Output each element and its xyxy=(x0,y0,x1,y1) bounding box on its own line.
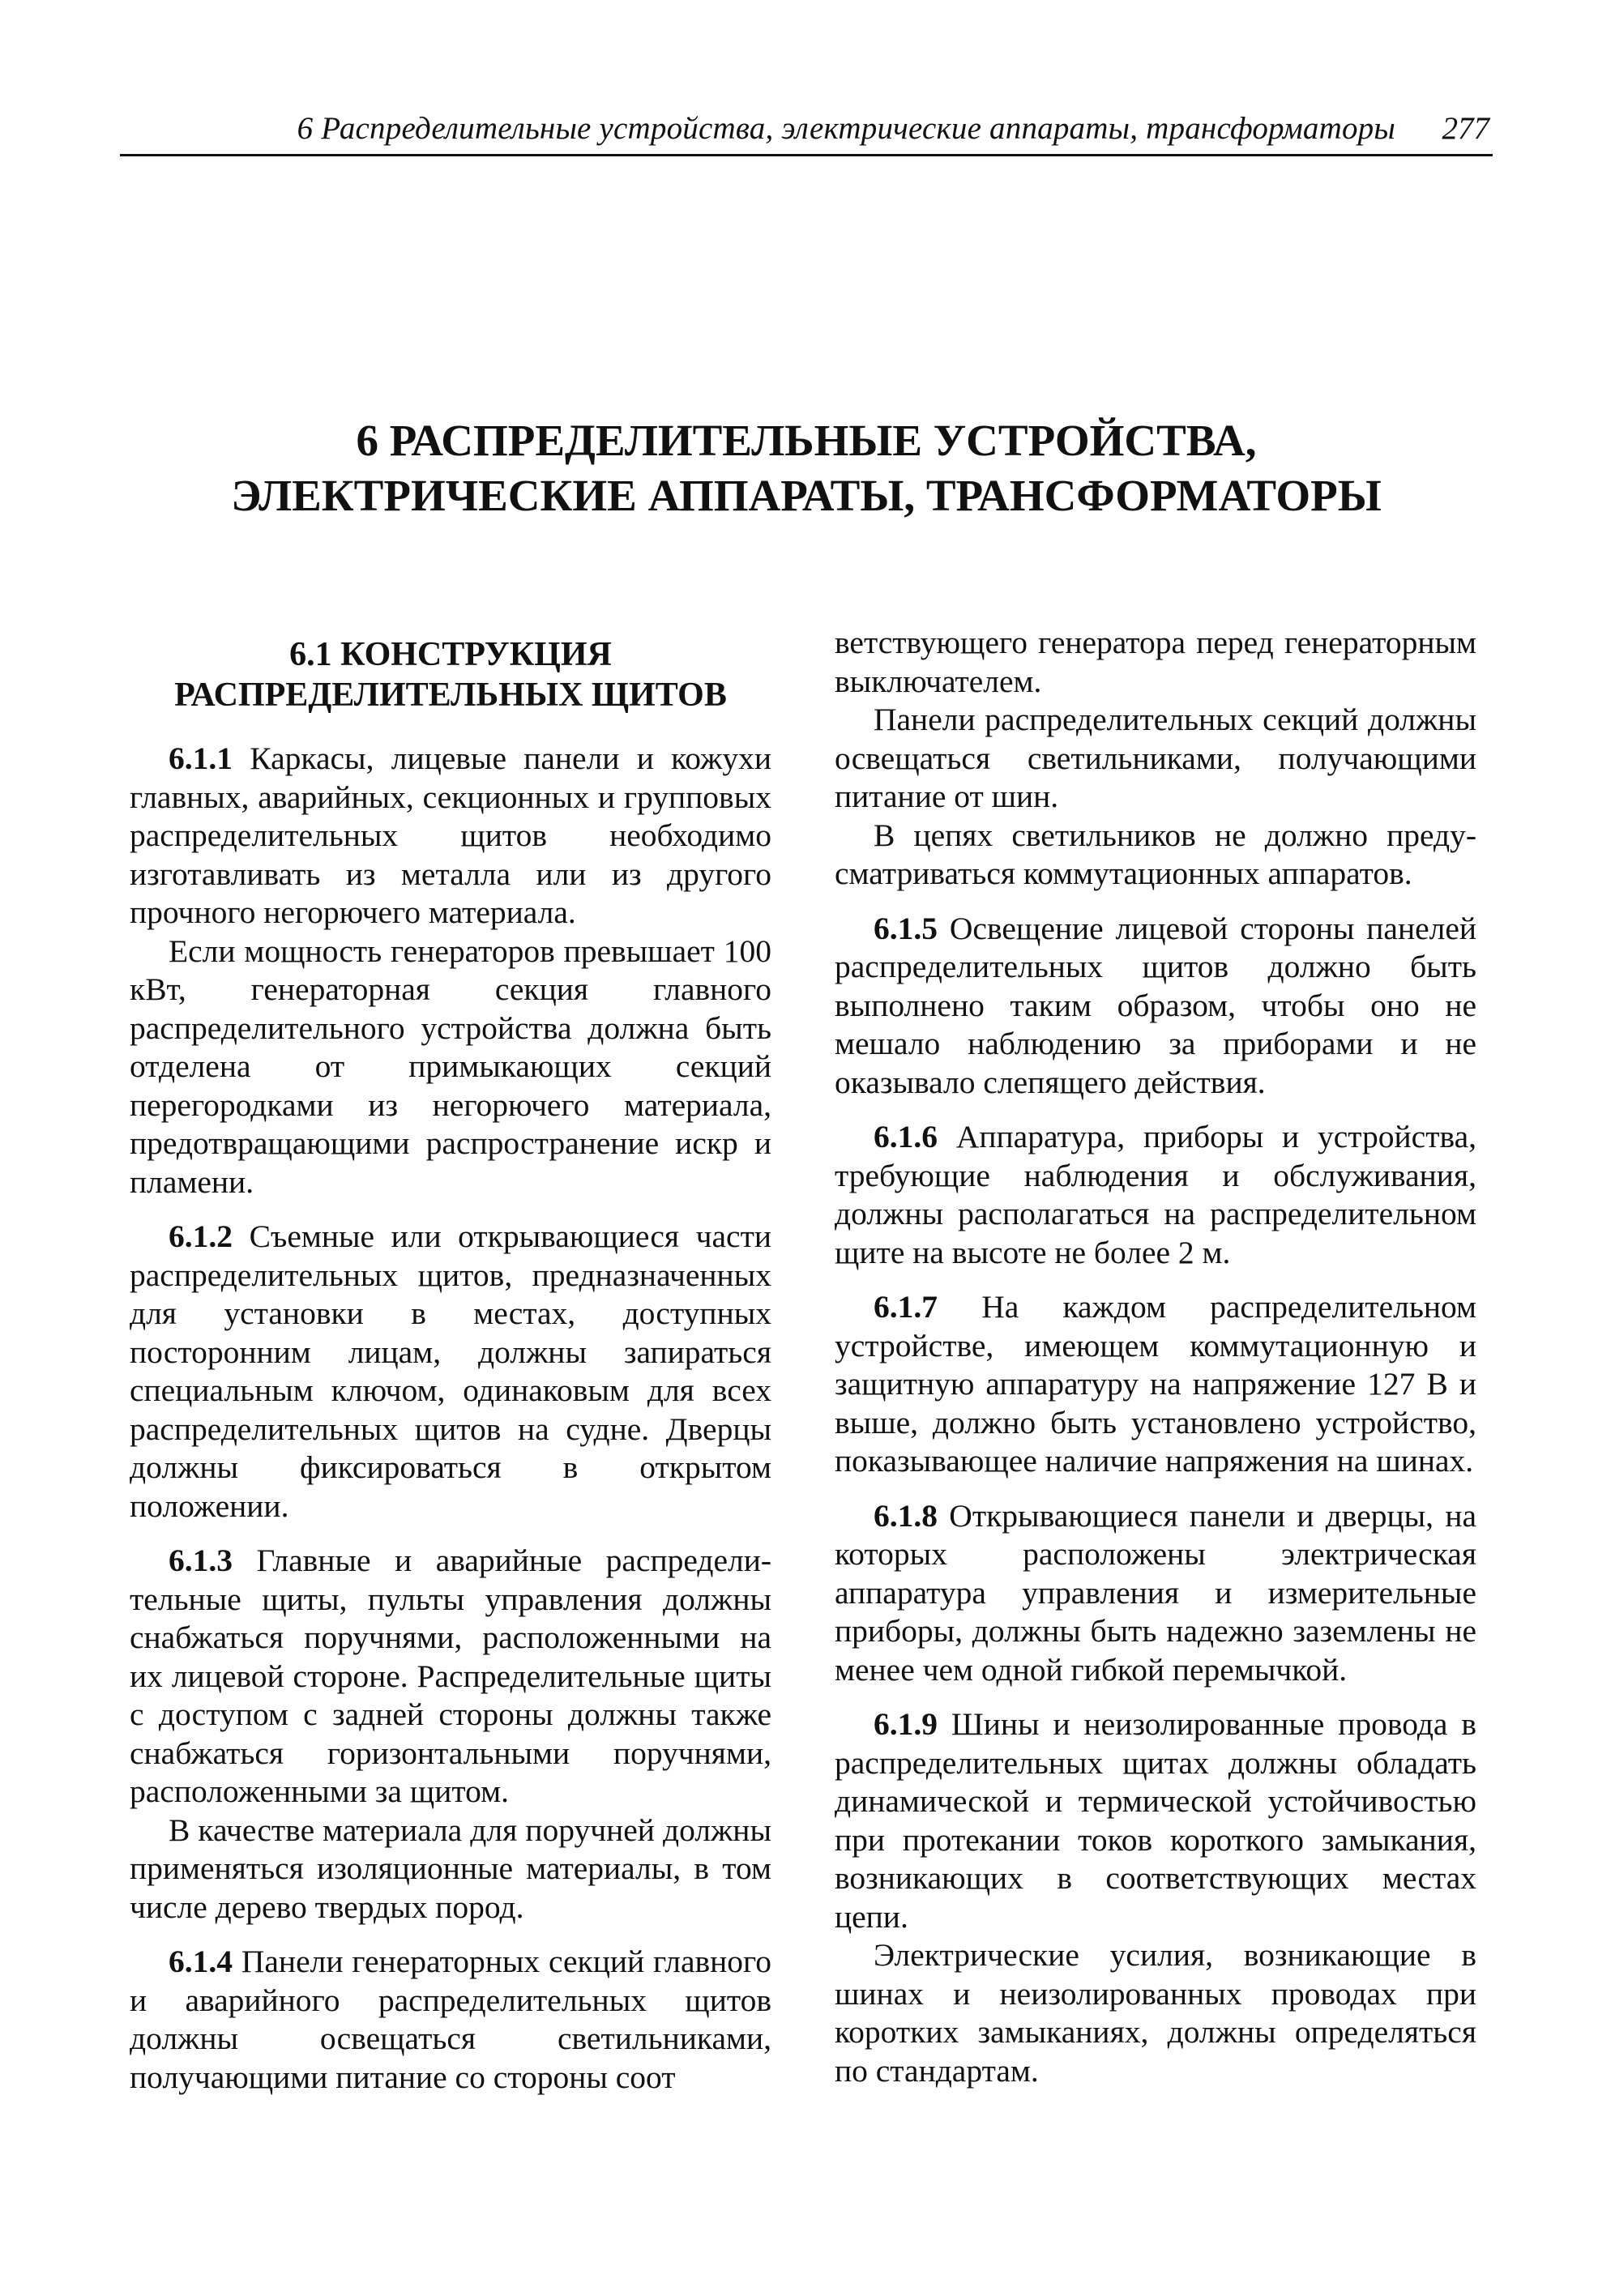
clause-6-1-6 xyxy=(835,1118,1476,1272)
clause-text: Открывающиеся панели и дверцы, на которых расположены электрическая аппаратура управления и измерительные приборы, должны быть надежно заземлены не менее чем одной гибкой перемычкой. xyxy=(835,1497,1477,1688)
left-column xyxy=(130,624,771,2097)
clause-number: 6.1.8 xyxy=(874,1497,938,1534)
clause-text: Освещение лицевой стороны панелей распределительных щитов должно быть выполнено таким образом, чтобы оно не мешало наблюдению за приборами и не оказывало слепящего действия. xyxy=(835,910,1477,1100)
paragraph xyxy=(130,932,771,1202)
paragraph-text: ветствующего генератора перед генераторным выключателем. xyxy=(835,625,1476,699)
running-title: 6 Распределительные устройства, электрические аппараты, трансформаторы xyxy=(297,111,1395,146)
paragraph-text: В качестве материала для поручней должны применяться изоляционные материалы, в том числе дерево твердых пород. xyxy=(130,1812,771,1925)
clause-number: 6.1.7 xyxy=(874,1289,938,1325)
section-heading xyxy=(130,634,771,715)
running-header xyxy=(120,104,1493,156)
clause-6-1-5 xyxy=(835,910,1476,1103)
paragraph-text: Если мощность генераторов превышает 100 кВт, генераторная секция главного распределительного устройства должна быть отделена от примыкающих секций перегородками из негорючего материала, предотвращающими распространение искр и пламени. xyxy=(130,932,771,1200)
clause-number: 6.1.6 xyxy=(874,1119,938,1154)
paragraph-continuation xyxy=(835,624,1476,701)
clause-text: Панели генераторных секций главного и аварийного распределительных щитов должны освещаться светильниками, получающими питание со стороны соот xyxy=(130,1944,771,2095)
chapter-title xyxy=(120,413,1493,523)
clause-text: Каркасы, лицевые панели и кожухи главных, аварийных, секционных и групповых распределительных щитов необходимо изготавливать из металла или из другого прочного негорючего материала. xyxy=(130,740,772,930)
right-column xyxy=(835,624,1476,2090)
clause-text: Аппаратура, приборы и устройства, требующие наблюдения и обслуживания, должны располагаться на распределительном щите на высоте не более 2 м. xyxy=(835,1119,1477,1270)
clause-number: 6.1.3 xyxy=(169,1543,233,1578)
section-heading-line-1: 6.1 КОНСТРУКЦИЯ xyxy=(289,636,612,673)
clause-text: Съемные или открывающиеся части распределительных щитов, предназначенных для установки в местах, доступных посторонним лицам, должны запираться специальным ключом, одинаковым для всех распределительных щитов на судне. Дверцы должны фиксироваться в открытом положении. xyxy=(130,1218,771,1524)
paragraph-text: В цепях светильников не должно предусматриваться коммутационных аппаратов. xyxy=(835,817,1476,891)
clause-text: Шины и неизолированные провода в распределительных щитах должны обладать динамической и термической устойчивостью при протекании токов короткого замыкания, возникающих в соответствующих местах цепи. xyxy=(835,1706,1477,1935)
paragraph-text: Панели распределительных секций должны освещаться светильниками, получающими питание от шин. xyxy=(835,702,1476,814)
paragraph xyxy=(835,1936,1476,2090)
clause-6-1-2 xyxy=(130,1218,771,1526)
chapter-title-line-1: 6 РАСПРЕДЕЛИТЕЛЬНЫЕ УСТРОЙСТВА, xyxy=(356,416,1257,465)
paragraph-text: Электрические усилия, возникающие в шинах и неизолированных проводах при коротких замыканиях, должны определяться по стандартам. xyxy=(835,1937,1476,2089)
clause-6-1-1 xyxy=(130,740,771,932)
paragraph xyxy=(130,1812,771,1927)
clause-text: Главные и аварийные распределительные щиты, пульты управления должны снабжаться поручнями, расположенными на их лицевой стороне. Распределительные щиты с доступом с задней стороны должны также снабжаться горизонтальными поручнями, расположенными за щитом. xyxy=(130,1543,772,1809)
clause-number: 6.1.4 xyxy=(169,1944,233,1979)
clause-number: 6.1.1 xyxy=(169,740,233,776)
clause-6-1-3 xyxy=(130,1542,771,1812)
page-number: 277 xyxy=(1442,111,1489,146)
section-heading-line-2: РАСПРЕДЕЛИТЕЛЬНЫХ ЩИТОВ xyxy=(174,676,727,714)
chapter-title-line-2: ЭЛЕКТРИЧЕСКИЕ АППАРАТЫ, ТРАНСФОРМАТОРЫ xyxy=(231,471,1382,520)
paragraph xyxy=(835,817,1476,894)
clause-number: 6.1.2 xyxy=(169,1218,233,1254)
clause-6-1-8 xyxy=(835,1497,1476,1690)
clause-number: 6.1.9 xyxy=(874,1706,938,1742)
clause-6-1-9 xyxy=(835,1705,1476,1936)
paragraph xyxy=(835,701,1476,817)
clause-6-1-7 xyxy=(835,1288,1476,1481)
clause-number: 6.1.5 xyxy=(874,910,938,946)
clause-6-1-4 xyxy=(130,1943,771,2097)
clause-text: На каждом распределительном устройстве, имеющем коммутационную и защитную аппаратуру на напряжение 127 В и выше, должно быть установлено устройство, показывающее наличие напряжения на шинах. xyxy=(835,1289,1476,1479)
